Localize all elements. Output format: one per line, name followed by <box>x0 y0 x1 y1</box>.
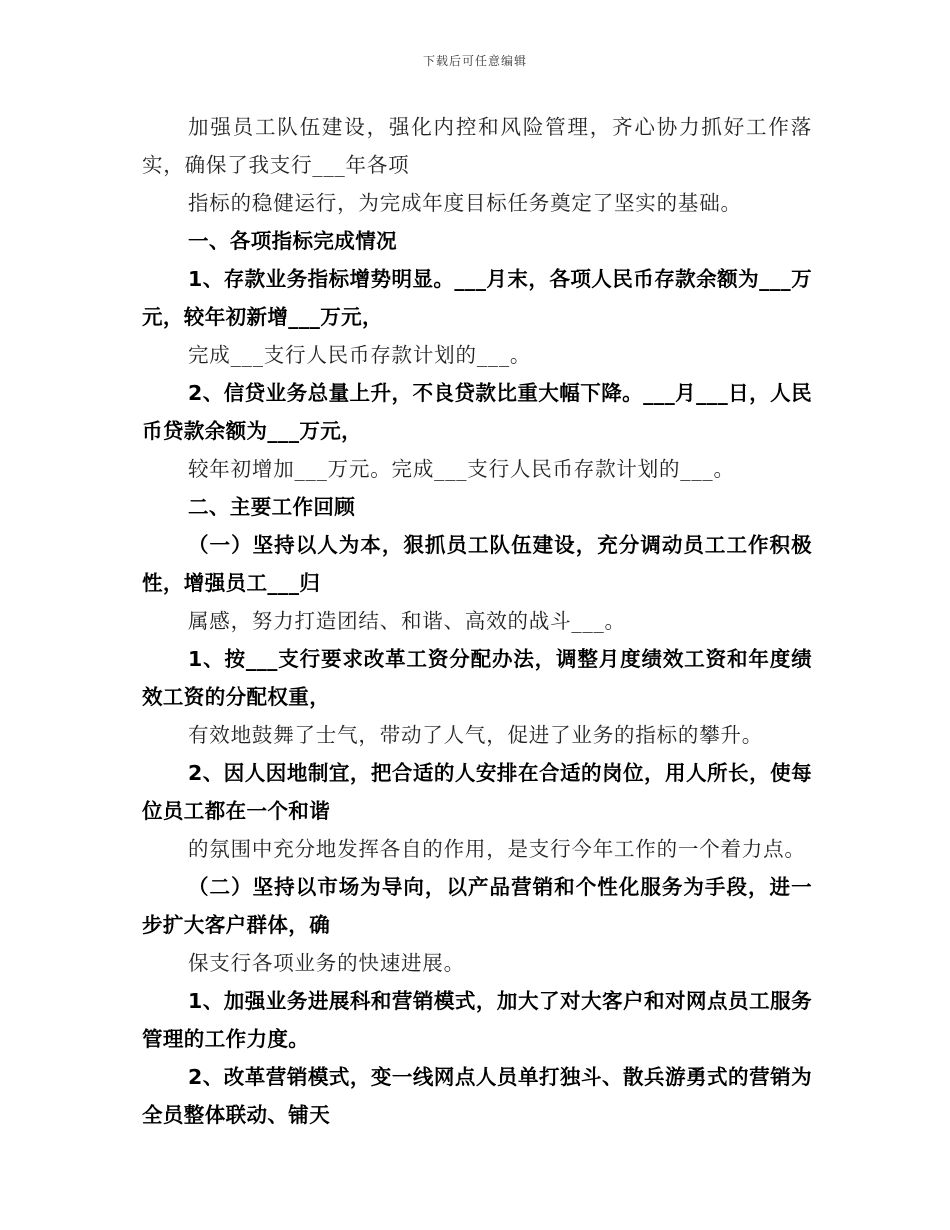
heading-section-1: 一、各项指标完成情况 <box>188 229 397 253</box>
paragraph-deposit-heading: 1、存款业务指标增势明显。___月末，各项人民币存款余额为___万元，较年初新增___万元， <box>142 267 812 329</box>
paragraph-subsection-1-detail: 属感，努力打造团结、和谐、高效的战斗___。 <box>188 609 626 633</box>
paragraph-intro-1: 加强员工队伍建设，强化内控和风险管理，齐心协力抓好工作落实，确保了我支行___年各项 <box>142 115 812 177</box>
paragraph-subsection-1-heading: （一）坚持以人为本，狠抓员工队伍建设，充分调动员工工作积极性，增强员工___归 <box>142 533 812 595</box>
paragraph-marketing-2: 2、改革营销模式，变一线网点人员单打独斗、散兵游勇式的营销为全员整体联动、铺天 <box>142 1065 812 1127</box>
document-body <box>142 108 812 1134</box>
paragraph-subsection-2-detail: 保支行各项业务的快速进展。 <box>188 951 465 975</box>
heading-section-2: 二、主要工作回顾 <box>188 495 356 519</box>
paragraph-credit-heading: 2、信贷业务总量上升，不良贷款比重大幅下降。___月___日，人民币贷款余额为___万元， <box>142 381 812 443</box>
paragraph-marketing-1: 1、加强业务进展科和营销模式，加大了对大客户和对网点员工服务管理的工作力度。 <box>142 989 812 1051</box>
paragraph-subsection-2-heading: （二）坚持以市场为导向，以产品营销和个性化服务为手段，进一步扩大客户群体，确 <box>142 875 812 937</box>
paragraph-staffing-detail: 的氛围中充分地发挥各自的作用，是支行今年工作的一个着力点。 <box>188 837 806 861</box>
paragraph-salary-detail: 有效地鼓舞了士气，带动了人气，促进了业务的指标的攀升。 <box>188 723 764 747</box>
page-header: 下载后可任意编辑 <box>422 54 527 68</box>
paragraph-deposit-detail: 完成___支行人民币存款计划的___。 <box>188 343 532 367</box>
paragraph-intro-2: 指标的稳健运行，为完成年度目标任务奠定了坚实的基础。 <box>188 191 742 215</box>
paragraph-salary-heading: 1、按___支行要求改革工资分配办法，调整月度绩效工资和年度绩效工资的分配权重， <box>142 647 812 709</box>
paragraph-staffing-heading: 2、因人因地制宜，把合适的人安排在合适的岗位，用人所长，使每位员工都在一个和谐 <box>142 761 812 823</box>
paragraph-credit-detail: 较年初增加___万元。完成___支行人民币存款计划的___。 <box>188 457 735 481</box>
